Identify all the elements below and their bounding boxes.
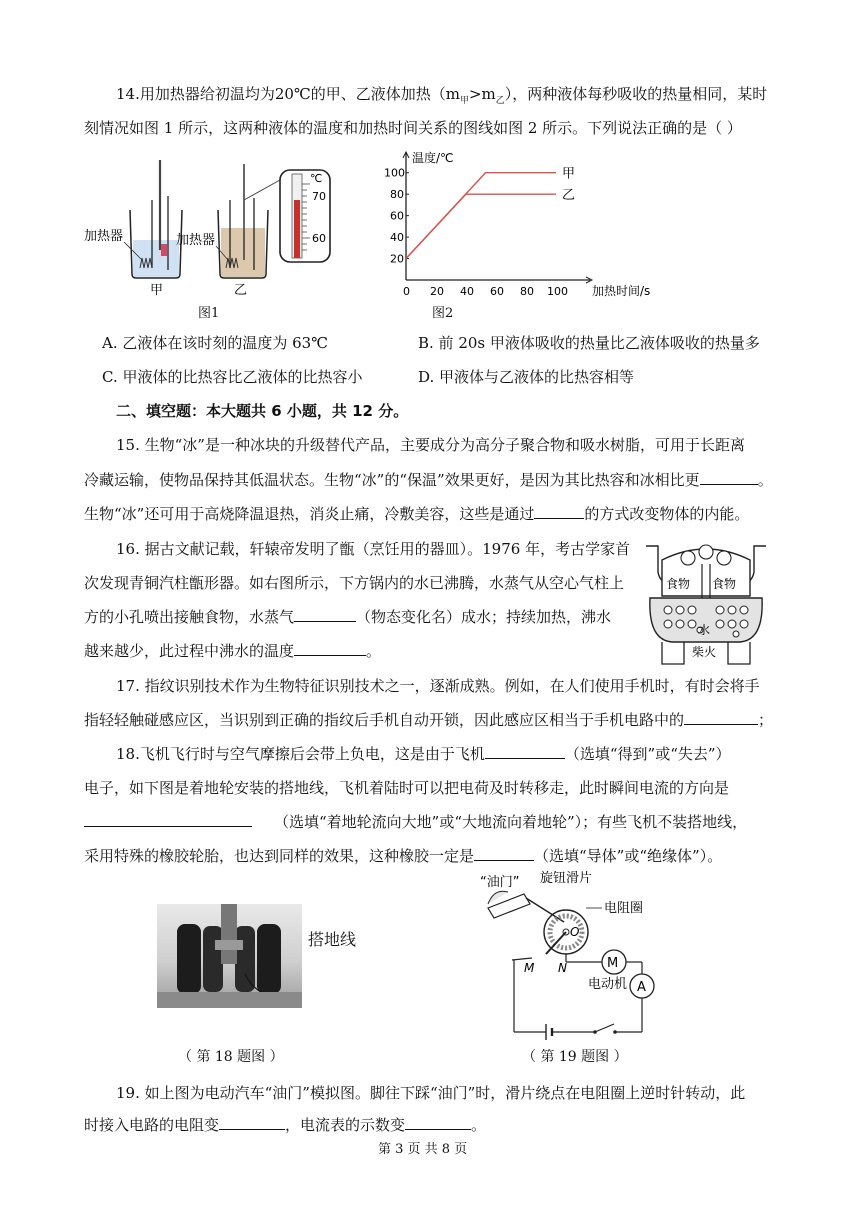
label-throttle: “油门” [480, 875, 520, 890]
throttle-pedal [488, 891, 564, 922]
thermometer-zoom [280, 170, 330, 262]
q19-line2c: 。 [471, 1116, 487, 1134]
q18-line4 [84, 846, 722, 866]
q17-line2 [84, 710, 773, 730]
q16-line3b: （物态变化名）成水；持续加热，沸水 [356, 608, 612, 626]
q16-food-label-1: 食物 [666, 577, 691, 591]
q19-caption: （ 第 19 题图 ） [522, 1049, 628, 1065]
q18-line1 [116, 744, 731, 764]
heater-label-yi: 加热器 [176, 233, 216, 248]
q16-line4a: 越来越少，此过程中沸水的温度 [84, 642, 295, 660]
q14-gt: >m [468, 85, 496, 103]
q15-line2b: 。 [757, 471, 773, 489]
beaker-label-jia: 甲 [150, 283, 164, 298]
q18-blank1[interactable] [485, 744, 565, 759]
series-label-yi: 乙 [562, 188, 576, 204]
fig2-caption: 图2 [432, 306, 454, 321]
heater-label-jia: 加热器 [84, 229, 124, 244]
x-tick-label: 80 [520, 285, 534, 298]
q14-line1b-text: ），两种液体每秒吸收的热量相同，某时 [504, 85, 768, 103]
q14-line2: 刻情况如图 1 所示，这两种液体的温度和加热时间关系的图线如图 2 所示。下列说法正确的是（ ） [84, 119, 742, 137]
page-footer: 第 3 页 共 8 页 [378, 1142, 468, 1157]
q17-blank1[interactable] [684, 710, 758, 725]
q16-fire-label: 柴火 [692, 645, 717, 659]
q16-line3 [84, 607, 611, 627]
thermo-60: 60 [312, 232, 326, 245]
q14-option-a: A. 乙液体在该时刻的温度为 63℃ [102, 334, 329, 352]
label-n: N [558, 961, 567, 975]
q18-blank2[interactable] [84, 812, 252, 827]
q16-food-label-2: 食物 [712, 577, 737, 591]
q15-line2 [84, 470, 773, 490]
q17-line2a: 指轻轻触碰感应区，当识别到正确的指纹后手机自动开锁，因此感应区相当于手机电路中的 [84, 711, 685, 729]
series-label-jia: 甲 [562, 166, 576, 182]
q18-line1b: （选填“得到”或“失去”） [564, 745, 731, 763]
q15-line1: 15. 生物“冰”是一种冰块的升级替代产品，主要成分为高分子聚合物和吸水树脂，可用于长距离 [116, 436, 745, 454]
series-line-jia [406, 173, 556, 259]
motor-symbol-letter: M [607, 956, 619, 971]
beaker-label-yi: 乙 [234, 283, 248, 298]
q18-line2: 电子，如下图是着地轮安装的搭地线，飞机着陆时可以把电荷及时转移走，此时瞬间电流的方向是 [84, 779, 730, 797]
x-tick-label: 20 [430, 285, 444, 298]
x-tick-label: 0 [403, 285, 410, 298]
fig1-caption: 图1 [198, 306, 220, 321]
q19-blank1[interactable] [219, 1115, 285, 1130]
q15-blank1[interactable] [700, 470, 758, 485]
q16-water-label: 水 [698, 623, 711, 637]
q16-blank2[interactable] [294, 641, 366, 656]
label-resistor: 电阻圈 [604, 901, 644, 916]
q16-line1: 16. 据古文献记载，轩辕帝发明了甑（烹饪用的器皿）。1976 年，考古学家首 [116, 540, 631, 558]
q16-blank1[interactable] [294, 607, 356, 622]
y-tick-label: 60 [390, 209, 404, 223]
q17-line2b: ； [758, 711, 774, 729]
q14-option-d: D. 甲液体与乙液体的比热容相等 [418, 368, 635, 386]
q15-line3 [84, 504, 749, 524]
q18-photo-label: 搭地线 [308, 930, 357, 949]
q16-line4 [84, 641, 381, 661]
y-axis-label: 温度/℃ [412, 151, 454, 165]
q15-line2a: 冷藏运输，使物品保持其低温状态。生物“冰”的“保温”效果更好，是因为其比热容和冰相比更 [84, 471, 700, 489]
q14-option-c: C. 甲液体的比热容比乙液体的比热容小 [102, 368, 363, 386]
q19-line1: 19. 如上图为电动汽车“油门”模拟图。脚往下踩“油门”时，滑片绕点在电阻圈上逆时针转动，此 [116, 1084, 746, 1102]
y-tick-label: 80 [390, 188, 404, 202]
q15-line3a: 生物“冰”还可用于高烧降温退热，消炎止痛，冷敷美容，这些是通过 [84, 505, 535, 523]
q14-sub-yi: 乙 [495, 96, 505, 106]
x-tick-label: 40 [460, 285, 474, 298]
x-tick-label: 60 [490, 285, 504, 298]
q14-line1 [116, 84, 767, 111]
q19-line2 [84, 1115, 486, 1135]
q19-circuit-figure [474, 868, 674, 1038]
q18-line3 [84, 812, 747, 832]
q19-line2b: ，电流表的示数变 [285, 1116, 406, 1134]
q16-line3a: 方的小孔喷出接触食物，水蒸气 [84, 608, 295, 626]
q18-caption: （ 第 18 题图 ） [178, 1049, 284, 1065]
q14-chart [370, 148, 651, 298]
q15-line3b: 的方式改变物体的内能。 [584, 505, 750, 523]
q19-blank2[interactable] [405, 1115, 471, 1130]
q19-line2a: 时接入电路的电阻变 [84, 1116, 220, 1134]
beaker-yi [218, 164, 280, 278]
section2-title: 二、填空题：本大题共 6 小题，共 12 分。 [116, 402, 409, 420]
q16-figure [640, 538, 772, 668]
q16-line2: 次发现青铜汽柱甑形器。如右图所示，下方锅内的水已沸腾，水蒸气从空心气柱上 [84, 574, 625, 592]
thermo-unit: ℃ [310, 172, 323, 185]
x-tick-label: 100 [547, 285, 568, 298]
label-slider: 旋钮滑片 [540, 871, 593, 886]
y-tick-label: 20 [390, 252, 404, 266]
q14-sub-jia: 甲 [459, 96, 469, 106]
q14-line1-text: 14.用加热器给初温均为20℃的甲、乙液体加热（m [116, 85, 460, 103]
q18-line1a: 18.飞机飞行时与空气摩擦后会带上负电，这是由于飞机 [116, 745, 485, 763]
x-axis-label: 加热时间/s [592, 284, 651, 298]
q16-line4b: 。 [366, 642, 382, 660]
ammeter-symbol-letter: A [637, 980, 646, 995]
y-tick-label: 40 [390, 231, 404, 245]
resistor-coil [544, 910, 588, 954]
q18-line3b: （选填“着地轮流向大地”或“大地流向着地轮”）；有些飞机不装搭地线， [274, 813, 748, 831]
q18-blank3[interactable] [474, 846, 534, 861]
series-line-yi [406, 194, 556, 258]
label-motor: 电动机 [588, 977, 628, 992]
q14-option-b: B. 前 20s 甲液体吸收的热量比乙液体吸收的热量多 [418, 334, 760, 352]
y-tick-label: 100 [384, 166, 405, 180]
q17-line1: 17. 指纹识别技术作为生物特征识别技术之一，逐渐成熟。例如，在人们使用手机时，有时会将手 [116, 677, 760, 695]
q15-blank2[interactable] [534, 504, 584, 519]
thermo-70: 70 [312, 190, 326, 203]
label-m: M [524, 961, 535, 975]
q18-line4a: 采用特殊的橡胶轮胎，也达到同样的效果，这种橡胶一定是 [84, 847, 475, 865]
q18-line4b: （选填“导体”或“绝缘体”）。 [534, 847, 723, 865]
label-o: O [570, 925, 580, 939]
landing-gear-photo [157, 904, 302, 1008]
q14-figure1 [84, 160, 344, 320]
beaker-jia [130, 160, 182, 278]
